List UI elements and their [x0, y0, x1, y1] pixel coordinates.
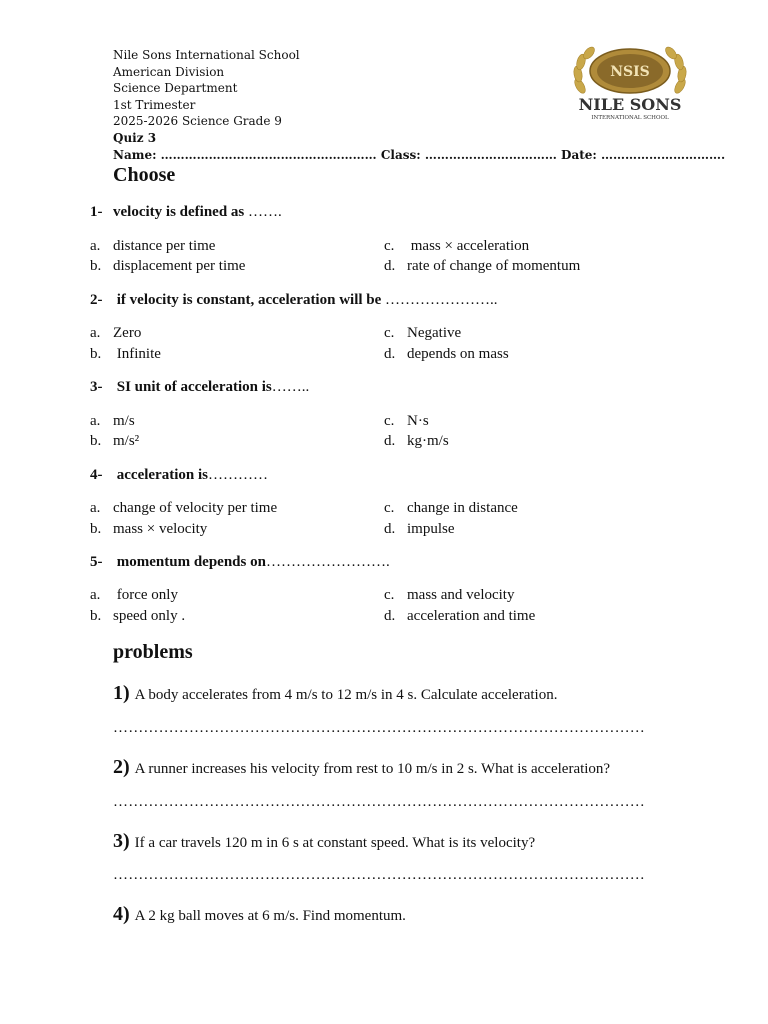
q4-option-c: c. change in distance	[384, 500, 518, 516]
q1-option-d: d. rate of change of momentum	[384, 258, 581, 274]
q3-option-d: d. kg·m/s	[384, 433, 449, 449]
answer-line-2[interactable]: ……………………………………………………………………………………………	[113, 794, 645, 810]
q4-option-a: a. change of velocity per time	[90, 500, 278, 516]
answer-line-1[interactable]: ……………………………………………………………………………………………	[113, 720, 645, 736]
logo-text: NILE SONS	[578, 95, 682, 114]
school-name: Nile Sons International School	[113, 48, 300, 62]
problem-4: 4) A 2 kg ball moves at 6 m/s. Find momentum.	[113, 903, 406, 925]
q5-option-c: c. mass and velocity	[384, 587, 515, 603]
problem-3: 3) If a car travels 120 m in 6 s at constant speed. What is its velocity?	[113, 830, 536, 852]
answer-line-3[interactable]: ……………………………………………………………………………………………	[113, 867, 645, 883]
question-5: 5- momentum depends on…………………….	[90, 554, 390, 570]
q5-option-b: b. speed only .	[90, 608, 186, 624]
department: Science Department	[113, 81, 238, 96]
q3-option-a: a. m/s	[90, 413, 135, 429]
q5-option-a: a. force only	[90, 587, 178, 603]
q2-option-c: c. Negative	[384, 325, 462, 341]
q1-option-b: b. displacement per time	[90, 258, 246, 274]
q5-option-d: d. acceleration and time	[384, 608, 536, 624]
choose-title: Choose	[113, 164, 176, 186]
q2-option-a: a. Zero	[90, 325, 142, 341]
term: 1st Trimester	[113, 97, 196, 112]
q2-option-b: b. Infinite	[90, 346, 161, 362]
q2-option-d: d. depends on mass	[384, 346, 509, 362]
q1-option-c: c. mass × acceleration	[384, 238, 530, 254]
logo-badge-text: NSIS	[610, 64, 650, 80]
question-3: 3- SI unit of acceleration is……..	[90, 379, 310, 395]
question-2: 2- if velocity is constant, acceleration will be …………………..	[90, 292, 498, 308]
q4-option-d: d. impulse	[384, 521, 455, 537]
q1-option-a: a. distance per time	[90, 238, 216, 254]
logo-subtext: INTERNATIONAL SCHOOL	[591, 115, 669, 121]
question-4: 4- acceleration is…………	[90, 467, 268, 483]
course: 2025-2026 Science Grade 9	[113, 114, 282, 129]
q3-option-b: b. m/s²	[90, 433, 140, 449]
problem-2: 2) A runner increases his velocity from rest to 10 m/s in 2 s. What is acceleration?	[113, 756, 611, 778]
problems-title: problems	[113, 641, 193, 663]
school-logo	[566, 42, 694, 124]
q4-option-b: b. mass × velocity	[90, 521, 208, 537]
quiz-title: Quiz 3	[113, 130, 157, 145]
problem-1: 1) A body accelerates from 4 m/s to 12 m/s in 4 s. Calculate acceleration.	[113, 682, 558, 704]
name-class-date-line: Name: ……………………………………………… Class: …………………………… Date: ………………………….	[113, 147, 726, 162]
question-1: 1- velocity is defined as …….	[90, 204, 282, 220]
division: American Division	[113, 64, 225, 79]
q3-option-c: c. N·s	[384, 413, 429, 429]
